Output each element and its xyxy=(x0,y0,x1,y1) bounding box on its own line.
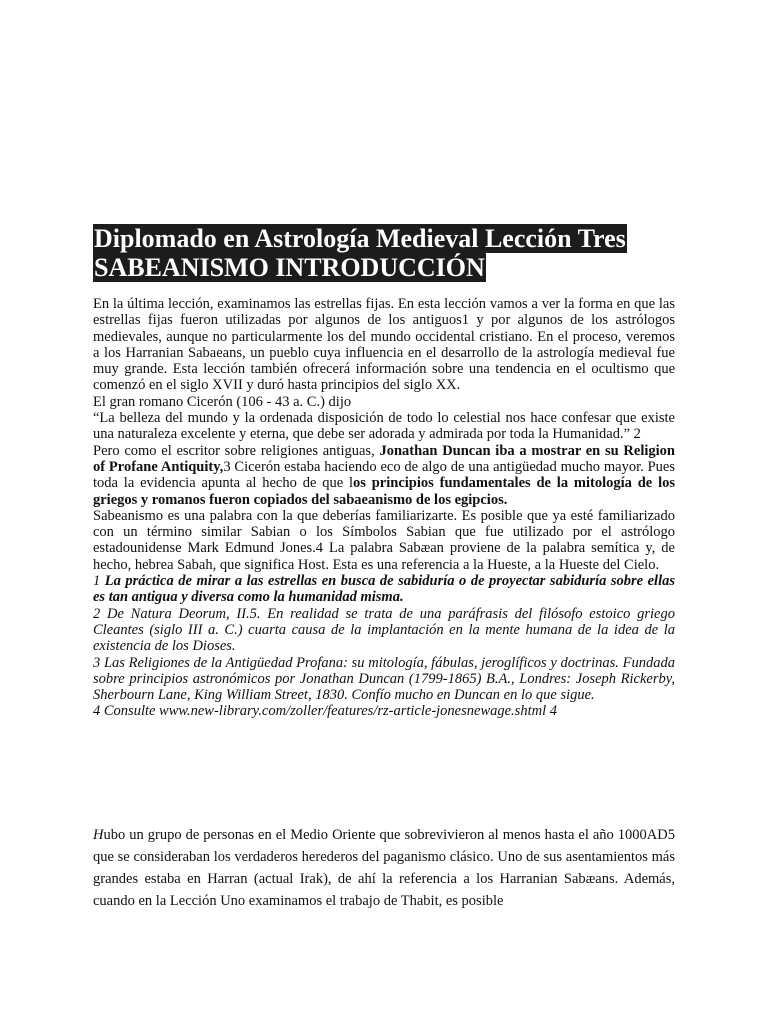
section-harran xyxy=(93,824,675,912)
lesson-body xyxy=(93,296,675,720)
lesson-title xyxy=(93,224,663,282)
footnote-4: 4 Consulte www.new-library.com/zoller/features/rz-article-jonesnewage.shtml 4 xyxy=(93,703,557,720)
footnote-1-number: 1 xyxy=(93,573,105,590)
footnote-1-text: La práctica de mirar a las estrellas en busca de sabiduría o de proyectar sabiduría sobre ellas es tan antigua y diversa como la humanidad misma. xyxy=(93,573,675,606)
duncan-bold-b: os principios fundamentales de la mitología de los griegos y romanos fueron copiados del sabaeanismo de los egipcios. xyxy=(93,475,675,508)
title-line-2: SABEANISMO INTRODUCCIÓN xyxy=(94,253,485,282)
duncan-bold-a: Jonathan Duncan iba a mostrar en su Religion of Profane Antiquity, xyxy=(93,442,675,475)
footnote-1 xyxy=(93,573,675,606)
paragraph-duncan xyxy=(93,443,675,508)
paragraph-harran xyxy=(93,824,675,912)
paragraph-sabeanismo: Sabeanismo es una palabra con la que deberías familiarizarte. Es posible que ya esté familiarizado con un término similar Sabian o los Símbolos Sabian que fue utilizado por el astrólogo estadounidense Mark Edmund Jones.4 La palabra Sabæan proviene de la palabra semítica y, de hecho, hebrea Sabah, que significa Host. Esta es una referencia a la Hueste, a la Hueste del Cielo. xyxy=(93,507,675,573)
title-line-1: Diplomado en Astrología Medieval Lección Tres xyxy=(94,224,626,253)
paragraph-cicero-intro: El gran romano Cicerón (106 - 43 a. C.) dijo xyxy=(93,393,352,410)
paragraph-cicero-quote: “La belleza del mundo y la ordenada disposición de todo lo celestial nos hace confesar que existe una naturaleza excelente y eterna, que debe ser adorada y admirada por toda la Humanidad.” 2 xyxy=(93,410,675,443)
paragraph-harran-text: ubo un grupo de personas en el Medio Oriente que sobrevivieron al menos hasta el año 1000AD5 que se consideraban los verdaderos herederos del paganismo clásico. Uno de sus asentamientos más grandes estaba en Harran (actual Irak), de ahí la referencia a los Harranian Sabæans. Además, cuando en la Lección Uno examinamos el trabajo de Thabit, es posible xyxy=(93,827,675,909)
footnote-2: 2 De Natura Deorum, II.5. En realidad se trata de una paráfrasis del filósofo estoico griego Cleantes (siglo III a. C.) cuarta causa de la implantación en la mente humana de la idea de la existencia de los Dioses. xyxy=(93,605,675,655)
footnote-3: 3 Las Religiones de la Antigüedad Profana: su mitología, fábulas, jeroglíficos y doctrinas. Fundada sobre principios astronómicos por Jonathan Duncan (1799-1865) B.A., Londres: Joseph Rickerby, Sherbourn Lane, King William Street, 1830. Confío mucho en Duncan en lo que sigue. xyxy=(93,654,675,704)
duncan-text-b: 3 Cicerón estaba haciendo eco de algo de una antigüedad mucho mayor. Pues toda la evidencia apunta al hecho de que l xyxy=(93,458,676,492)
duncan-text-a: Pero como el escritor sobre religiones antiguas, xyxy=(93,442,380,459)
drop-cap: H xyxy=(93,827,104,843)
paragraph-intro: En la última lección, examinamos las estrellas fijas. En esta lección vamos a ver la forma en que las estrellas fijas fueron utilizadas por algunos de los antiguos1 y por algunos de los astrólogos medievales, aunque no particularmente los del mundo occidental cristiano. En el proceso, veremos a los Harranian Sabaeans, un pueblo cuya influencia en el desarrollo de la astrología medieval fue muy grande. Esta lección también ofrecerá información sobre una tendencia en el ocultismo que comenzó en el siglo XVII y duró hasta principios del siglo XX. xyxy=(93,296,675,394)
